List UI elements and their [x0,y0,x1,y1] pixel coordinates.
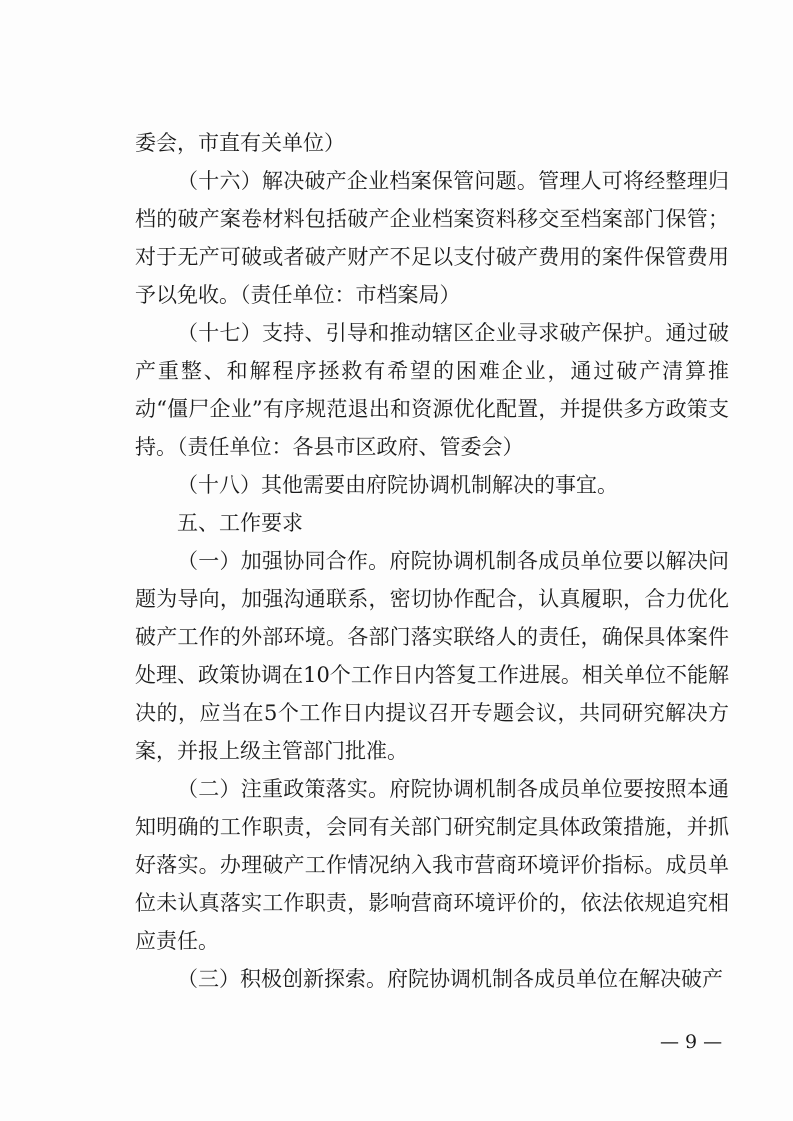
paragraph-item-16: （十六）解决破产企业档案保管问题。管理人可将经整理归档的破产案卷材料包括破产企业档案资料移交至档案部门保管；对于无产可破或者破产财产不足以支付破产费用的案件保管费用予以免收。（责任单位：市档案局） [135,169,729,307]
paragraph-requirement-1: （一）加强协同合作。府院协调机制各成员单位要以解决问题为导向，加强沟通联系，密切协作配合，认真履职，合力优化破产工作的外部环境。各部门落实联络人的责任，确保具体案件处理、政策协调在10个工作日内答复工作进展。相关单位不能解决的，应当在5个工作日内提议召开专题会议，共同研究解决方案，并报上级主管部门批准。 [135,549,729,763]
paragraph-requirement-2: （二）注重政策落实。府院协调机制各成员单位要按照本通知明确的工作职责，会同有关部门研究制定具体政策措施，并抓好落实。办理破产工作情况纳入我市营商环境评价指标。成员单位未认真落实工作职责，影响营商环境评价的，依法依规追究相应责任。 [135,777,729,953]
paragraph-item-18: （十八）其他需要由府院协调机制解决的事宜。 [177,473,618,497]
document-body [135,124,729,998]
page-number: — 9 — [660,1031,723,1053]
section-heading-work-requirements: 五、工作要求 [177,511,303,535]
continuation-paragraph: 委会，市直有关单位） [135,131,345,155]
paragraph-item-17: （十七）支持、引导和推动辖区企业寻求破产保护。通过破产重整、和解程序拯救有希望的困难企业，通过破产清算推动“僵尸企业”有序规范退出和资源优化配置，并提供多方政策支持。（责任单位：各县市区政府、管委会） [135,321,729,459]
paragraph-requirement-3: （三）积极创新探索。府院协调机制各成员单位在解决破产 [177,967,723,991]
